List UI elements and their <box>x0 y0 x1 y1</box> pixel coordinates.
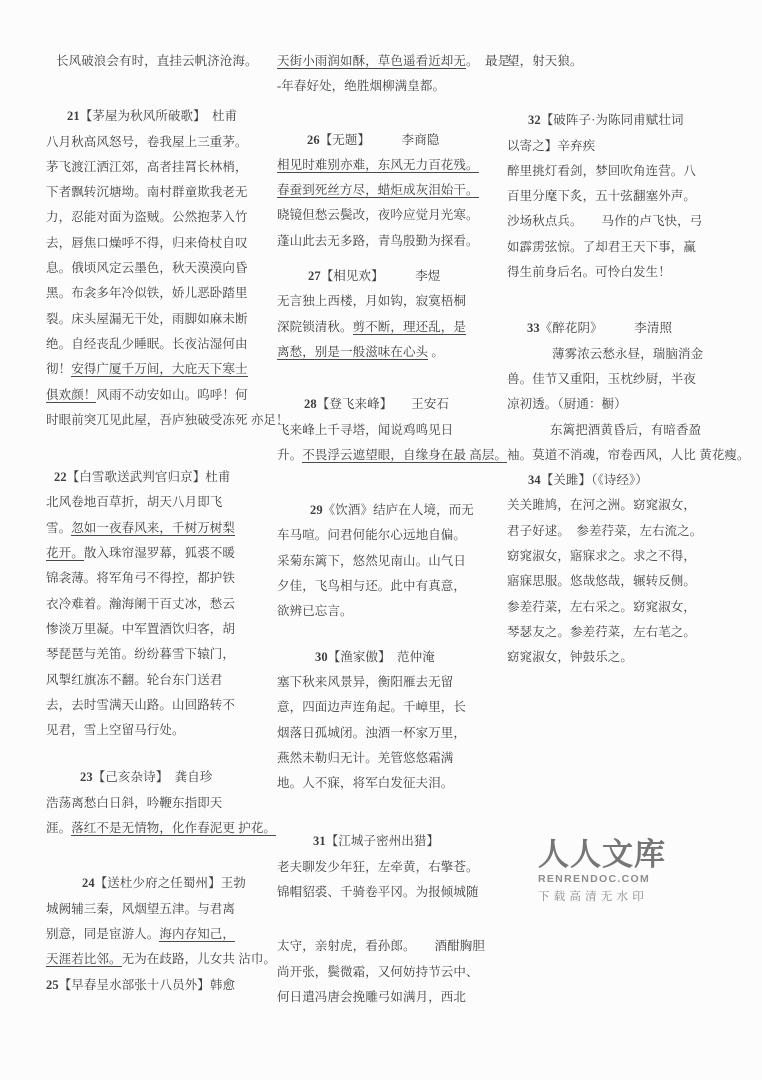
text-segment: 彻！ <box>46 362 72 377</box>
poem-text-line <box>277 855 522 880</box>
poem-text-line <box>46 205 291 230</box>
poem-text-line <box>277 443 522 468</box>
poem-text-line <box>507 569 752 594</box>
poem-text-line <box>46 642 291 667</box>
text-segment: 烟落日孤城闭。浊酒一杯家万里， <box>277 725 467 740</box>
text-segment: 21 <box>67 109 80 124</box>
poem-text-line <box>277 49 522 74</box>
text-segment: 31 <box>313 834 326 849</box>
poem-text-line <box>507 418 752 443</box>
poem-text-line <box>277 178 522 203</box>
poem-text-line <box>46 922 291 947</box>
text-segment: 城阙辅三秦，风烟望五津。与君离 <box>46 901 236 916</box>
underlined-text-segment: 不畏浮云遮望眼，自缘身在最 高层。 <box>302 447 508 462</box>
watermark-domain: RENRENDOC.COM <box>538 873 650 885</box>
poem-text-line <box>277 599 522 624</box>
text-segment: 茅飞渡江洒江郊，高者挂罥长林梢， <box>46 159 248 174</box>
text-segment: 风雨不动安如山。呜呼！何 <box>96 387 248 402</box>
poem-text-line <box>277 934 522 959</box>
text-segment: 窈窕淑女，寤寐求之。求之不得， <box>507 549 697 564</box>
poem-text-line <box>46 566 291 591</box>
text-segment: 琴琵琶与羌笛。纷纷暮雪下辕门， <box>46 647 236 662</box>
text-segment: 34 <box>528 473 541 488</box>
text-segment: 去，去时雪满天山路。山回路转不 <box>46 697 236 712</box>
poem-text-line <box>46 816 291 841</box>
underlined-text-segment: 海内存知己， <box>159 926 236 941</box>
underlined-text-segment: 天涯若比邻。 <box>46 952 122 967</box>
text-segment: 绝。自经丧乱少睡眠。长夜沾湿何由 <box>46 336 248 351</box>
underlined-text-segment: 落红不是无情物，化作春泥更 护花。 <box>71 821 277 836</box>
poem-text-line <box>507 620 752 645</box>
underlined-text-segment: 俱欢颜！ <box>46 387 97 402</box>
poem-text-line <box>46 256 291 281</box>
text-segment: 衣冷难着。瀚海阑干百丈冰，愁云 <box>46 596 236 611</box>
poem-text-line <box>46 130 291 155</box>
text-segment: 惨淡万里凝。中军置酒饮归客，胡 <box>46 621 236 636</box>
poem-heading-line <box>507 316 752 341</box>
text-segment: 【白雪歌送武判官归京】杜甫 <box>66 470 231 485</box>
text-segment: 息。俄顷风定云墨色，秋天漠漠向昏 <box>46 261 248 276</box>
underlined-text-segment: 春蚕到死丝方尽，蜡炬成灰泪始干。 <box>277 183 479 198</box>
watermark <box>538 839 666 904</box>
text-segment: 裂。床头屋漏无干处，雨脚如麻未断 <box>46 311 248 326</box>
poem-text-line <box>46 490 291 515</box>
text-segment: -年春好处，绝胜烟柳满皇都。 <box>277 79 446 94</box>
text-segment: 夕佳，飞鸟相与还。此中有真意， <box>277 579 467 594</box>
text-segment: 别意，同是宦游人。 <box>46 926 160 941</box>
text-segment: 【早春呈水部张十八员外】韩愈 <box>58 977 236 992</box>
poem-text-line <box>507 392 752 417</box>
poem-text-line <box>46 617 291 642</box>
poem-text-line <box>277 985 522 1010</box>
poem-text-line <box>277 721 522 746</box>
poem-text-line <box>277 315 522 340</box>
text-segment: 时眼前突兀见此屋，吾庐独破受冻死 亦足！ <box>46 412 289 427</box>
text-segment: 浩荡离愁白日斜，吟鞭东指即天 <box>46 795 223 810</box>
text-segment: 【渔家傲】 范仲淹 <box>327 649 435 664</box>
poem-column-middle <box>277 49 522 1010</box>
poem-heading-line <box>277 829 522 854</box>
poem-text-line <box>46 718 291 743</box>
poem-text-line <box>277 289 522 314</box>
text-segment: 窈窕淑女，钟鼓乐之。 <box>507 650 634 665</box>
poem-heading-line <box>277 128 522 153</box>
watermark-logo-text: 人人文库 <box>538 837 666 872</box>
poem-text-line <box>507 134 752 159</box>
poem-heading-line <box>277 264 522 289</box>
text-segment: 寤寐思服。悠哉悠哉，辗转反侧。 <box>507 574 697 589</box>
text-segment: 33 <box>527 321 540 336</box>
text-segment: 雪。 <box>46 520 72 535</box>
poem-text-line <box>507 209 752 234</box>
text-segment: 【破阵子·为陈同甫赋壮词 <box>540 113 684 128</box>
poem-text-line <box>277 523 522 548</box>
poem-text-line <box>507 595 752 620</box>
poem-text-line <box>46 592 291 617</box>
poem-heading-line <box>507 108 752 133</box>
text-segment: 29 <box>310 503 323 518</box>
text-segment: 24 <box>82 876 95 891</box>
underlined-text-segment: 天街小雨润如酥，草色遥看近却无 <box>277 54 467 68</box>
poem-text-line <box>507 645 752 670</box>
poem-text-line <box>46 668 291 693</box>
poem-text-line <box>507 260 752 285</box>
text-segment: 老夫聊发少年狂，左牵黄，右擎苍。 <box>277 859 479 874</box>
poem-column-right <box>507 49 752 671</box>
text-segment: 塞下秋来风景异，衡阳雁去无留 <box>277 674 454 689</box>
text-segment: 无言独上西楼，月如钩，寂寞梧桐 <box>277 294 467 309</box>
watermark-tagline: 下载高清无水印 <box>538 891 648 903</box>
text-segment: 君子好逑。 参差荇菜，左右流之。 <box>507 523 703 538</box>
text-segment: 30 <box>315 649 328 664</box>
text-segment: 涯。 <box>46 821 72 836</box>
text-segment: 参差荇菜，左右采之。窈窕淑女， <box>507 599 697 614</box>
underlined-text-segment: 安得广厦千万间，大庇天下寒士 <box>71 362 248 377</box>
poem-heading-line <box>277 498 522 523</box>
poem-text-line <box>46 693 291 718</box>
text-segment: 。 最是- <box>466 54 515 68</box>
text-segment: 蓬山此去无多路，青鸟殷勤为探看。 <box>277 233 479 248</box>
text-segment: 琴瑟友之。参差荇菜，左右芼之。 <box>507 624 697 639</box>
underlined-text-segment: 花开。 <box>46 546 84 561</box>
text-segment: 望，射天狼。 <box>507 54 583 68</box>
poem-text-line <box>277 203 522 228</box>
text-segment: 沙场秋点兵。 马作的卢飞快，弓 <box>507 214 703 229</box>
poem-text-line <box>46 332 291 357</box>
text-segment: 【茅屋为秋风所破歌】 杜甫 <box>79 109 238 124</box>
text-segment: 凉初透。（厨通：橱） <box>507 397 627 412</box>
poem-text-line <box>507 235 752 260</box>
poem-text-line <box>507 544 752 569</box>
text-segment: 长风破浪会有时，直挂云帆济沧海。 <box>56 54 258 68</box>
text-segment: 【关雎】（《诗经》） <box>540 473 648 488</box>
text-segment: 兽。佳节又重阳，玉枕纱厨，半夜 <box>507 371 697 386</box>
poem-text-line <box>277 418 522 443</box>
underlined-text-segment: 离愁，别是一般滋味在心头 <box>277 344 429 359</box>
text-segment: 何日遣冯唐会挽雕弓如满月，西北 <box>277 989 467 1004</box>
text-segment: 【江城子密州出猎】 <box>325 834 440 849</box>
text-segment: 东篱把酒黄昏后，有暗香盈 <box>550 422 702 437</box>
text-segment: 升。 <box>277 447 303 462</box>
text-segment: 锦帽貂裘、千骑卷平冈。为报倾城随 <box>277 885 479 900</box>
poem-column-left <box>46 49 291 998</box>
poem-text-line <box>46 947 291 972</box>
poem-text-line <box>277 670 522 695</box>
underlined-text-segment: 剪不断，理还乱，是 <box>352 319 467 334</box>
poem-text-line <box>507 367 752 392</box>
poem-heading-line <box>46 765 291 790</box>
text-segment: 如霹雳弦惊。了却君王天下事，赢 <box>507 239 697 254</box>
text-segment: 关关雎鸠，在河之洲。窈窕淑女， <box>507 498 697 513</box>
text-segment: 23 <box>80 770 93 785</box>
poem-text-line <box>277 771 522 796</box>
text-segment: 。 <box>428 344 445 359</box>
text-segment: 26 <box>307 132 320 147</box>
poem-text-line <box>507 493 752 518</box>
poem-text-line <box>46 281 291 306</box>
poem-text-line <box>277 153 522 178</box>
text-segment: 【无题】 李商隐 <box>319 132 440 147</box>
text-segment: 深院锁清秋。 <box>277 319 353 334</box>
poem-heading-line <box>507 468 752 493</box>
poem-text-line <box>46 155 291 180</box>
poem-text-line <box>46 307 291 332</box>
poem-text-line <box>277 574 522 599</box>
text-segment: 袖。莫道不消魂，帘卷西风，人比 黄花瘦。 <box>507 447 750 462</box>
poem-text-line <box>277 960 522 985</box>
text-segment: 25 <box>46 977 59 992</box>
poem-text-line <box>277 74 522 99</box>
poem-text-line <box>46 408 291 433</box>
poem-text-line <box>507 519 752 544</box>
text-segment: 力，忍能对面为盗贼。公然抱茅入竹 <box>46 210 248 225</box>
text-segment: 【己亥杂诗】 龚自珍 <box>92 770 213 785</box>
underlined-text-segment: 相见时难别亦难，东风无力百花残。 <box>277 157 479 172</box>
text-segment: 燕然未勒归无计。羌管悠悠霜满 <box>277 750 454 765</box>
text-segment: 去，唇焦口燥呼不得，归来倚杖自叹 <box>46 235 248 250</box>
text-segment: 北风卷地百草折，胡天八月即飞 <box>46 495 223 510</box>
text-segment: 地。人不寐，将军白发征夫泪。 <box>277 776 454 791</box>
poem-text-line <box>46 791 291 816</box>
text-segment: 尚开张，鬓微霜，又何妨持节云中、 <box>277 964 479 979</box>
text-segment: 太守，亲射虎，看孙郎。 酒酣胸胆 <box>277 939 485 954</box>
text-segment: 风掣红旗冻不翻。轮台东门送君 <box>46 672 223 687</box>
text-segment: 采菊东篱下，悠然见南山。山气日 <box>277 553 467 568</box>
poem-text-line <box>46 49 291 74</box>
text-segment: 醉里挑灯看剑，梦回吹角连营。八 <box>507 163 697 178</box>
poem-text-line <box>277 229 522 254</box>
text-segment: 锦衾薄。将军角弓不得控，都护铁 <box>46 571 236 586</box>
underlined-text-segment: 忽如一夜春风来，千树万树梨 <box>71 520 236 535</box>
poem-text-line <box>46 383 291 408</box>
poem-text-line <box>46 897 291 922</box>
text-segment: 散入珠帘湿罗幕，狐裘不暖 <box>83 546 236 561</box>
poem-text-line <box>507 184 752 209</box>
poem-heading-line <box>277 645 522 670</box>
poem-heading-line <box>46 973 291 998</box>
text-segment: 【相见欢】 李煜 <box>320 269 441 284</box>
text-segment: 22 <box>54 470 67 485</box>
poem-text-line <box>277 746 522 771</box>
text-segment: 薄雾浓云愁永昼，瑞脑消金 <box>552 346 704 361</box>
text-segment: 下者飘转沉塘坳。南村群童欺我老无 <box>46 185 248 200</box>
text-segment: 28 <box>304 397 317 412</box>
text-segment: 晓镜但愁云鬓改，夜吟应觉月光寒。 <box>277 208 479 223</box>
poem-text-line <box>277 695 522 720</box>
poem-text-line <box>507 443 752 468</box>
text-segment: 八月秋高风怒号，卷我屋上三重茅。 <box>46 134 248 149</box>
poem-text-line <box>277 549 522 574</box>
text-segment: 飞来峰上千寻塔，闻说鸡鸣见日 <box>277 422 454 437</box>
poem-text-line <box>46 516 291 541</box>
poem-heading-line <box>46 871 291 896</box>
text-segment: 欲辨已忘言。 <box>277 604 353 619</box>
text-segment: 《饮酒》结庐在人境，而无 <box>322 503 474 518</box>
poem-text-line <box>277 340 522 365</box>
poem-text-line <box>46 541 291 566</box>
poem-heading-line <box>46 465 291 490</box>
text-segment: 以寄之】辛弃疾 <box>507 138 596 153</box>
poem-text-line <box>507 159 752 184</box>
poem-text-line <box>277 880 522 905</box>
poem-text-line <box>507 49 752 74</box>
text-segment: 意，四面边声连角起。千嶂里，长 <box>277 700 467 715</box>
poem-heading-line <box>277 392 522 417</box>
text-segment: 百里分麾下炙，五十弦翻塞外声。 <box>507 189 697 204</box>
text-segment: 《醉花阴》 李清照 <box>539 321 673 336</box>
poem-heading-line <box>46 104 291 129</box>
text-segment: 黑。布衾多年冷似铁，娇儿恶卧踏里 <box>46 286 248 301</box>
text-segment: 无为在歧路，儿女共 沾巾。 <box>121 952 277 967</box>
poem-text-line <box>507 342 752 367</box>
text-segment: 32 <box>528 113 541 128</box>
text-segment: 【登飞来峰】 王安石 <box>316 397 450 412</box>
text-segment: 车马喧。问君何能尔心远地自偏。 <box>277 528 467 543</box>
poem-text-line <box>46 357 291 382</box>
text-segment: 见君，雪上空留马行处。 <box>46 723 185 738</box>
text-segment: 【送杜少府之任蜀州】王勃 <box>94 876 246 891</box>
poem-text-line <box>46 180 291 205</box>
poem-text-line <box>46 231 291 256</box>
text-segment: 得生前身后名。可怜白发生！ <box>507 265 671 280</box>
text-segment: 27 <box>308 269 321 284</box>
